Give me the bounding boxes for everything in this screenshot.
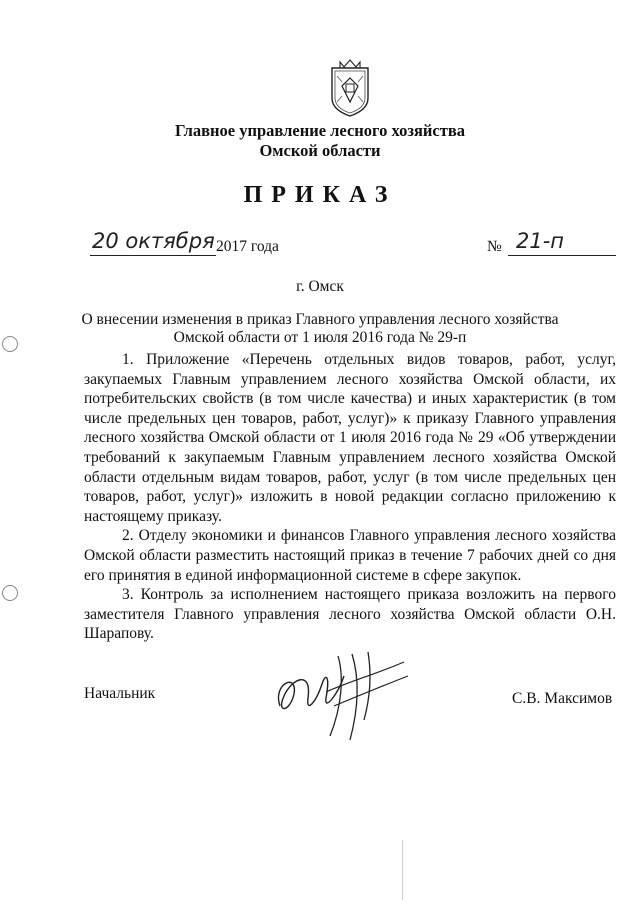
scan-artifact-line [402,840,403,900]
organization-name-line2: Омской области [259,141,381,160]
signatory-position: Начальник [84,685,156,702]
date-underline [90,255,216,256]
handwritten-signature [268,636,418,748]
coat-of-arms-icon [328,58,372,120]
paragraph-2: 2. Отделу экономики и финансов Главного управления лесного хозяйства Омской области разместить настоящий приказ в течение 7 рабочих дней со дня его принятия в единой информационной системе в сфере закупок. [84,527,616,584]
number-prefix: № [487,238,502,255]
punch-hole-lower [2,585,18,601]
subject-line1: О внесении изменения в приказ Главного управления лесного хозяйства [81,311,559,328]
paragraph-1: 1. Приложение «Перечень отдельных видов товаров, работ, услуг, закупаемых Главным управлением лесного хозяйства Омской области, их потребительских свойств (в том числе качества) и иных характеристик (в том числе предельных цен товаров, работ, услуг)» к приказу Главного управления лесного хозяйства Омской области от 1 июля 2016 года № 29 «Об утверждении требований к закупаемым Главным управлением лесного хозяйства Омской области отдельным видам товаров, работ, услуг (в том числе предельных цен товаров, работ, услуг)» изложить в новой редакции согласно приложению к настоящему приказу. [84,351,616,525]
organization-name-line1: Главное управление лесного хозяйства [174,121,466,140]
date-year: 2017 года [216,238,279,255]
punch-hole-upper [2,336,18,352]
subject-line2: Омской области от 1 июля 2016 года № 29-п [173,329,467,346]
paragraph-3: 3. Контроль за исполнением настоящего приказа возложить на первого заместителя Главного управления лесного хозяйства Омской области О.Н. Шарапову. [84,586,616,643]
handwritten-date: 20 октября [92,229,215,253]
signatory-name: С.В. Максимов [512,690,613,707]
city: г. Омск [296,278,344,295]
number-underline [508,255,616,256]
order-body [84,350,616,644]
document-title: ПРИКАЗ [243,182,397,208]
handwritten-order-number: 21-п [516,229,565,253]
